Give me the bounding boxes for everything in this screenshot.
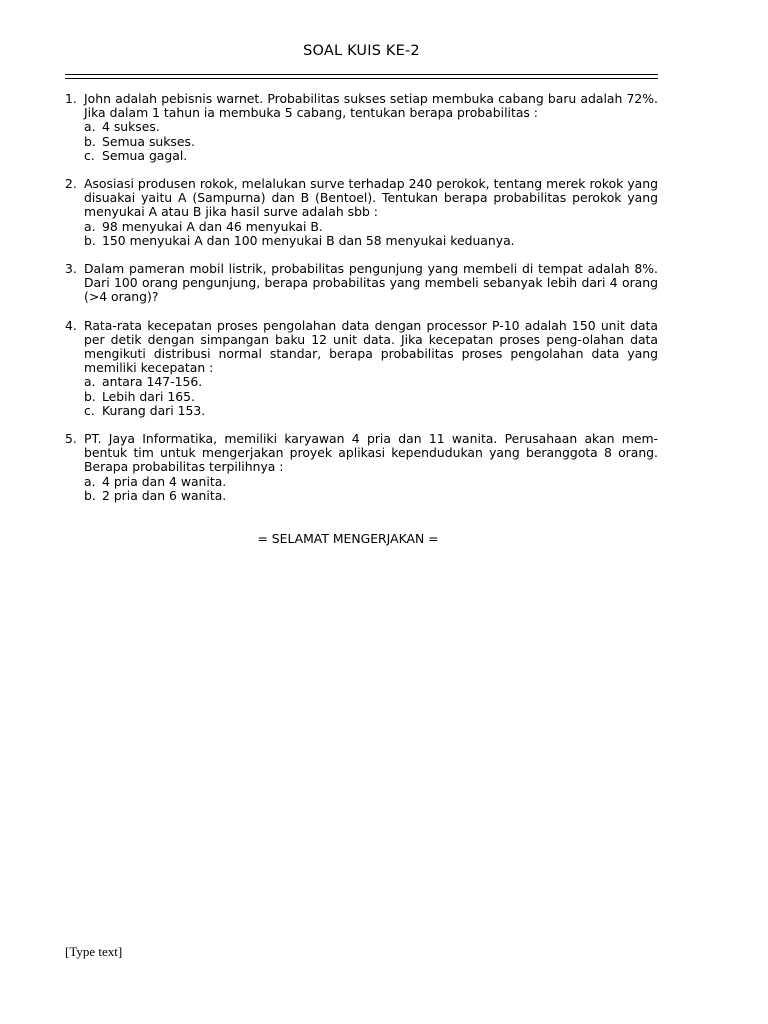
- question-text: John adalah pebisnis warnet. Probabilitas sukses setiap membuka cabang baru adalah 72%. Jika dalam 1 tahun ia membuka 5 cabang, tentukan berapa probabilitas :: [84, 91, 658, 121]
- option-item: [84, 390, 658, 404]
- option-list: [84, 120, 658, 163]
- option-item: [84, 120, 658, 134]
- question-number: 5.: [65, 431, 77, 447]
- question-text: PT. Jaya Informatika, memiliki karyawan 4 pria dan 11 wanita. Perusahaan akan mem-bentuk tim untuk mengerjakan proyek aplikasi kependudukan yang beranggota 8 orang. Berapa probabilitas terpilihnya :: [84, 431, 658, 475]
- option-text: 98 menyukai A dan 46 menyukai B.: [102, 218, 323, 234]
- footer-placeholder: [Type text]: [65, 944, 123, 959]
- question-text: Dalam pameran mobil listrik, probabilitas pengunjung yang membeli di tempat adalah 8%. Dari 100 orang pengunjung, berapa probabilitas yang membeli sebanyak lebih dari 4 orang (>4 orang)?: [84, 261, 658, 305]
- title-divider-top: [65, 74, 658, 75]
- option-text: 150 menyukai A dan 100 menyukai B dan 58 menyukai keduanya.: [102, 232, 515, 248]
- option-text: Lebih dari 165.: [102, 388, 195, 404]
- option-letter: a.: [84, 374, 96, 390]
- option-letter: b.: [84, 388, 96, 404]
- option-letter: a.: [84, 218, 96, 234]
- option-text: 4 sukses.: [102, 119, 160, 135]
- closing-message: = SELAMAT MENGERJAKAN =: [257, 531, 439, 546]
- title-divider-bottom: [65, 78, 658, 79]
- option-letter: b.: [84, 133, 96, 149]
- option-letter: c.: [84, 402, 95, 418]
- question-item: [65, 92, 658, 163]
- question-item: [65, 319, 658, 418]
- option-item: [84, 489, 658, 503]
- option-list: [84, 475, 658, 503]
- question-number: 2.: [65, 176, 77, 192]
- option-letter: a.: [84, 473, 96, 489]
- option-text: Kurang dari 153.: [102, 402, 206, 418]
- option-letter: a.: [84, 119, 96, 135]
- question-number: 3.: [65, 261, 77, 277]
- option-item: [84, 149, 658, 163]
- option-item: [84, 135, 658, 149]
- option-letter: b.: [84, 487, 96, 503]
- option-text: 2 pria dan 6 wanita.: [102, 487, 227, 503]
- question-list: [65, 92, 658, 517]
- option-letter: c.: [84, 147, 95, 163]
- question-number: 4.: [65, 317, 77, 333]
- option-list: [84, 220, 658, 248]
- option-item: [84, 234, 658, 248]
- question-number: 1.: [65, 91, 77, 106]
- option-letter: b.: [84, 232, 96, 248]
- option-item: [84, 404, 658, 418]
- option-item: [84, 375, 658, 389]
- option-item: [84, 220, 658, 234]
- option-text: antara 147-156.: [102, 374, 203, 390]
- option-text: Semua sukses.: [102, 133, 195, 149]
- option-item: [84, 475, 658, 489]
- question-item: [65, 432, 658, 503]
- question-text: Rata-rata kecepatan proses pengolahan data dengan processor P-10 adalah 150 unit data per detik dengan simpangan baku 12 unit data. Jika kecepatan proses peng-olahan data mengikuti distribusi normal standar, berapa probabilitas proses pengolahan data yang memiliki kecepatan :: [84, 317, 658, 376]
- page-title: SOAL KUIS KE-2: [303, 43, 420, 59]
- question-item: [65, 262, 658, 305]
- option-text: 4 pria dan 4 wanita.: [102, 473, 227, 489]
- option-text: Semua gagal.: [102, 147, 188, 163]
- question-item: [65, 177, 658, 248]
- question-text: Asosiasi produsen rokok, melalukan surve terhadap 240 perokok, tentang merek rokok yang disuakai yaitu A (Sampurna) dan B (Bentoel). Tentukan berapa probabilitas perokok yang menyukai A atau B jika hasil surve adalah sbb :: [84, 176, 658, 220]
- option-list: [84, 375, 658, 418]
